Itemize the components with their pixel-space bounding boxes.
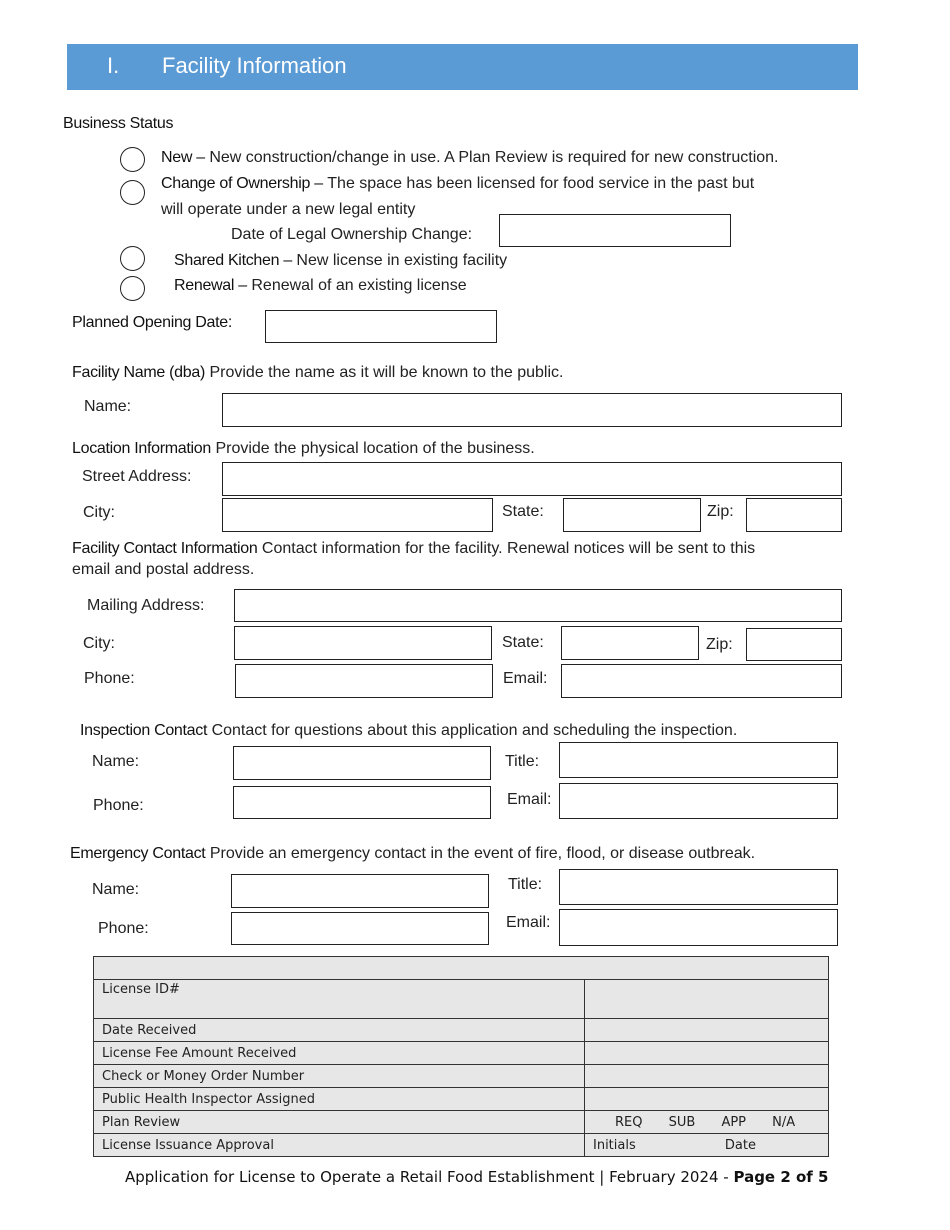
location-city-label: City:	[83, 504, 115, 521]
radio-shared-kitchen[interactable]	[120, 246, 145, 271]
radio-change-of-ownership[interactable]	[120, 180, 145, 205]
contact-phone-input[interactable]	[235, 664, 493, 698]
plan-review-sub[interactable]: SUB	[668, 1114, 696, 1130]
contact-state-input[interactable]	[561, 626, 699, 660]
section-title: Facility Information	[162, 53, 347, 78]
footer-text: Application for License to Operate a Retail Food Establishment | February 2024 -	[125, 1168, 734, 1186]
contact-phone-label: Phone:	[84, 670, 135, 687]
approval-date: Date	[724, 1137, 756, 1153]
business-status-heading: Business Status	[63, 115, 174, 132]
option-renewal: Renewal – Renewal of an existing license	[174, 277, 467, 294]
facility-name-input[interactable]	[222, 393, 842, 427]
date-received-value[interactable]	[585, 1019, 829, 1042]
emergency-phone-input[interactable]	[231, 912, 489, 945]
facility-contact-heading: Facility Contact Information Contact information for the facility. Renewal notices will be sent to this	[72, 540, 756, 557]
license-id-value[interactable]	[585, 980, 829, 1019]
contact-city-input[interactable]	[234, 626, 492, 660]
contact-zip-label: Zip:	[706, 636, 733, 653]
contact-state-label: State:	[502, 634, 544, 651]
inspection-contact-heading: Inspection Contact Contact for questions about this application and scheduling the inspection.	[80, 722, 738, 739]
inspector-assigned-label: Public Health Inspector Assigned	[94, 1088, 585, 1111]
check-number-value[interactable]	[585, 1065, 829, 1088]
option-change-of-ownership-desc2: will operate under a new legal entity	[161, 201, 416, 218]
emergency-name-input[interactable]	[231, 874, 489, 908]
contact-email-label: Email:	[503, 670, 548, 687]
option-shared-kitchen: Shared Kitchen – New license in existing facility	[174, 252, 508, 269]
table-row	[94, 1019, 829, 1042]
plan-review-options	[585, 1111, 829, 1134]
emergency-email-input[interactable]	[559, 909, 838, 946]
location-zip-label: Zip:	[707, 503, 734, 520]
fee-amount-value[interactable]	[585, 1042, 829, 1065]
radio-renewal[interactable]	[120, 276, 145, 301]
plan-review-label: Plan Review	[94, 1111, 585, 1134]
contact-city-label: City:	[83, 635, 115, 652]
ownership-change-date-label: Date of Legal Ownership Change:	[231, 226, 473, 243]
inspection-email-label: Email:	[507, 791, 552, 808]
footer-page-number: Page 2 of 5	[733, 1168, 829, 1186]
emergency-phone-label: Phone:	[98, 920, 149, 937]
inspection-email-input[interactable]	[559, 783, 838, 819]
radio-new[interactable]	[120, 147, 145, 172]
emergency-title-input[interactable]	[559, 869, 838, 905]
fee-amount-label: License Fee Amount Received	[94, 1042, 585, 1065]
location-heading: Location Information Provide the physical location of the business.	[72, 440, 535, 457]
table-row	[94, 1042, 829, 1065]
plan-review-na[interactable]: N/A	[772, 1114, 796, 1130]
facility-contact-desc2: email and postal address.	[72, 561, 255, 578]
inspection-title-input[interactable]	[559, 742, 838, 778]
page-footer	[125, 1168, 828, 1186]
section-header	[67, 44, 858, 90]
contact-zip-input[interactable]	[746, 628, 842, 661]
office-use-table	[93, 956, 829, 1157]
ownership-change-date-input[interactable]	[499, 214, 731, 247]
license-approval-label: License Issuance Approval	[94, 1134, 585, 1157]
emergency-contact-heading: Emergency Contact Provide an emergency contact in the event of fire, flood, or disease outbreak.	[70, 845, 756, 862]
location-state-label: State:	[502, 503, 544, 520]
license-id-label: License ID#	[94, 980, 585, 1019]
street-address-input[interactable]	[222, 462, 842, 496]
plan-review-app[interactable]: APP	[721, 1114, 747, 1130]
location-city-input[interactable]	[222, 498, 493, 532]
option-new: New – New construction/change in use. A Plan Review is required for new construction.	[161, 149, 779, 166]
inspection-name-label: Name:	[92, 753, 140, 770]
inspection-phone-label: Phone:	[93, 797, 144, 814]
planned-opening-input[interactable]	[265, 310, 497, 343]
location-state-input[interactable]	[563, 498, 701, 532]
planned-opening-label: Planned Opening Date:	[72, 314, 233, 331]
table-row	[94, 1088, 829, 1111]
inspection-name-input[interactable]	[233, 746, 491, 780]
location-zip-input[interactable]	[746, 498, 842, 532]
inspector-assigned-value[interactable]	[585, 1088, 829, 1111]
emergency-title-label: Title:	[508, 876, 543, 893]
mailing-address-label: Mailing Address:	[87, 597, 205, 614]
inspection-title-label: Title:	[505, 753, 540, 770]
option-change-of-ownership: Change of Ownership – The space has been licensed for food service in the past but	[161, 175, 755, 192]
office-use-header-row	[94, 957, 829, 980]
inspection-phone-input[interactable]	[233, 786, 491, 819]
facility-name-heading: Facility Name (dba) Provide the name as it will be known to the public.	[72, 364, 564, 381]
approval-initials: Initials	[593, 1137, 636, 1153]
contact-email-input[interactable]	[561, 664, 842, 698]
emergency-name-label: Name:	[92, 881, 140, 898]
license-approval-value	[585, 1134, 829, 1157]
street-address-label: Street Address:	[82, 468, 192, 485]
table-row	[94, 980, 829, 1019]
check-number-label: Check or Money Order Number	[94, 1065, 585, 1088]
facility-name-label: Name:	[84, 398, 132, 415]
table-row	[94, 1134, 829, 1157]
table-row	[94, 1111, 829, 1134]
mailing-address-input[interactable]	[234, 589, 842, 622]
section-number: I.	[107, 53, 120, 78]
emergency-email-label: Email:	[506, 914, 551, 931]
table-row	[94, 1065, 829, 1088]
date-received-label: Date Received	[94, 1019, 585, 1042]
plan-review-req[interactable]: REQ	[615, 1114, 643, 1130]
